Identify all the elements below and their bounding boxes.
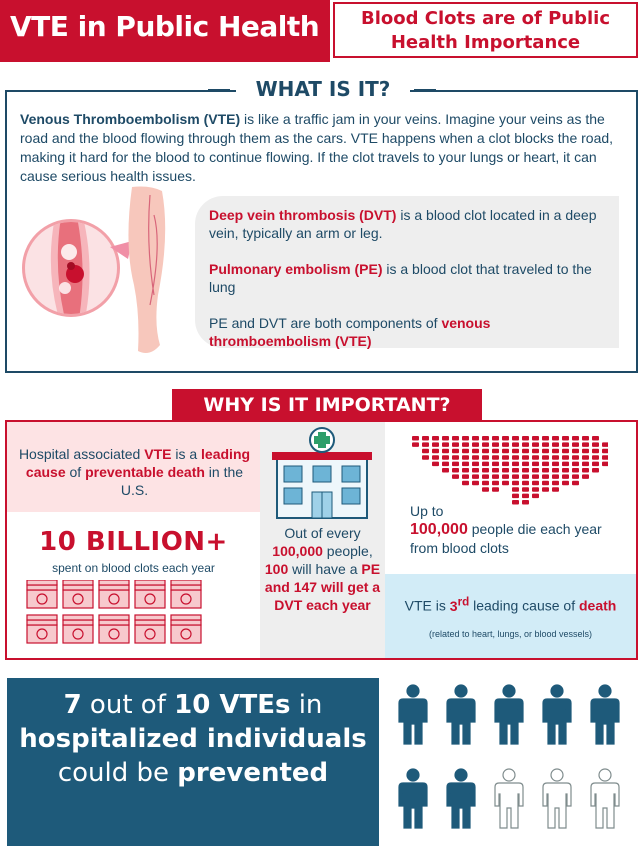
map-dot [482,455,489,460]
map-dot [542,449,549,454]
map-dot [592,455,599,460]
map-dot [512,494,519,499]
header [0,0,643,62]
map-dot [522,455,529,460]
map-dot [602,449,608,454]
map-dot [512,449,519,454]
st-t4: 100 [264,561,289,577]
header-title-banner [0,0,330,62]
map-dot [432,455,439,460]
person-filled-icon [543,685,571,744]
deaths-rest: people die each year from blood clots [410,521,602,556]
leg-icon [110,185,190,365]
map-dot [502,462,509,467]
subtitle-line2: Health Importance [390,32,581,53]
map-dot [522,474,529,479]
map-dot [462,436,469,441]
map-dot [552,442,559,447]
tc-t2-sup: rd [457,595,470,608]
map-dot [422,436,429,441]
deaths-number: 100,000 [410,521,468,538]
st-t10: DVT each year [274,597,371,613]
vte-full-term: venous thromboembolism (VTE) [209,315,491,349]
map-dot [502,481,509,486]
map-dot [472,455,479,460]
map-dot [532,481,539,486]
map-dot [502,449,509,454]
map-dot [492,487,499,492]
map-dot [532,474,539,479]
map-dot [422,455,429,460]
map-dot [572,481,579,486]
map-dot [452,468,459,473]
map-dot [562,462,569,467]
pv-p6: could be [57,758,178,788]
map-dot [452,474,459,479]
hc-t1: Hospital associated [18,446,145,462]
map-dot [592,436,599,441]
map-dot [462,474,469,479]
map-dot [482,487,489,492]
map-dot [512,474,519,479]
map-dot [482,449,489,454]
map-dot [472,436,479,441]
map-dot [562,436,569,441]
header-subtitle-box [333,2,638,58]
hc-t3: is a [171,446,202,462]
map-dot [532,494,539,499]
map-dot [452,462,459,467]
person-outline-icon [495,769,523,828]
tc-t3: leading cause of [469,597,579,614]
map-dot [462,481,469,486]
map-dot [572,462,579,467]
map-dot [442,442,449,447]
tc-t2-num: 3 [449,597,458,614]
map-dot [492,462,499,467]
map-dot [472,442,479,447]
map-dot [522,468,529,473]
map-dot [552,468,559,473]
pv-p5: hospitalized individuals [19,724,367,754]
person-outline-icon [591,769,619,828]
map-dot [522,462,529,467]
map-dot [542,462,549,467]
vein-clot-icon [25,222,117,314]
vte-intro-text [20,110,620,186]
person-filled-icon [447,685,475,744]
pe-def-text: is a blood clot that traveled to the lung [209,261,592,295]
st-t2: 100,000 [272,543,323,559]
st-t6: PE [361,561,381,577]
map-dot [582,468,589,473]
us-map-icon [408,434,608,506]
st-t9: will get a [317,579,381,595]
map-dot [552,436,559,441]
person-filled-icon [495,685,523,744]
map-dot [562,474,569,479]
map-dot [582,449,589,454]
map-dot [432,442,439,447]
map-dot [492,474,499,479]
st-t8: 147 [293,579,318,595]
map-dot [582,474,589,479]
pv-p7: prevented [177,758,329,788]
map-dot [552,449,559,454]
leg-illustration [110,185,190,365]
map-dot [522,494,529,499]
pv-p1: 7 [63,690,82,720]
third-cause-note: (related to heart, lungs, or blood vessels) [428,629,593,639]
map-dot [502,468,509,473]
map-dot [552,481,559,486]
cost-caption: spent on blood clots each year [52,561,215,575]
third-cause-cell [385,574,636,658]
person-outline-icon [543,769,571,828]
map-dot [552,487,559,492]
dvt-definition [209,206,609,242]
map-dot [532,442,539,447]
map-dot [432,436,439,441]
map-dot [472,481,479,486]
map-dot [482,462,489,467]
map-dot [582,436,589,441]
map-dot [412,442,419,447]
map-dot [442,462,449,467]
map-dot [492,436,499,441]
map-dot [472,449,479,454]
map-dot [432,449,439,454]
map-dot [602,462,608,467]
map-dot [552,462,559,467]
map-dot [542,487,549,492]
pv-p3: 10 VTEs [174,690,291,720]
hospital-illustration [272,426,372,521]
map-dot [602,455,608,460]
person-filled-icon [591,685,619,744]
map-dot [552,455,559,460]
map-dot [422,442,429,447]
map-dot [542,474,549,479]
map-dot [462,449,469,454]
money-stacks-illustration [25,580,245,650]
definitions-panel [195,196,619,348]
vte-components-note [209,314,609,350]
hospital-icon [272,426,372,521]
map-dot [472,474,479,479]
map-dot [462,462,469,467]
map-dot [542,436,549,441]
map-dot [512,481,519,486]
what-is-it-heading: WHAT IS IT? [255,77,391,101]
map-dot [532,436,539,441]
title-dash-right [414,89,436,91]
map-dot [572,442,579,447]
map-dot [512,442,519,447]
map-dot [442,449,449,454]
tc-t2 [449,595,470,614]
map-dot [572,474,579,479]
map-dot [522,449,529,454]
vte-intro-rest: is like a traffic jam in your veins. Imagine your veins as the road and the blood flowing through them as the cars. VTE happens when a clot blocks the road, making it hard for the blood to continue flowing. If the clot travels to your lungs or heart, it can cause serious health issues. [20,111,614,184]
person-filled-icon [399,769,427,828]
map-dot [562,468,569,473]
map-dot [462,468,469,473]
person-filled-icon [399,685,427,744]
map-dot [482,481,489,486]
map-dot [482,468,489,473]
map-dot [562,442,569,447]
pv-p2: out of [81,690,175,720]
st-t5: will have a [288,561,362,577]
map-dot [542,442,549,447]
money-icon [25,580,245,650]
map-dot [532,462,539,467]
subtitle-line1: Blood Clots are of Public [361,8,610,29]
map-dot [582,462,589,467]
map-dot [452,442,459,447]
cost-figure: 10 BILLION+ [39,527,228,557]
map-dot [522,487,529,492]
us-map-illustration [408,434,608,506]
map-dot [512,462,519,467]
dvt-def-text: is a blood clot located in a deep vein, typically an arm or leg. [209,207,597,241]
map-dot [522,481,529,486]
map-dot [592,442,599,447]
map-dot [532,468,539,473]
map-dot [452,449,459,454]
map-dot [572,455,579,460]
map-dot [472,462,479,467]
map-dot [592,468,599,473]
map-dot [462,455,469,460]
prevention-text [7,688,379,790]
map-dot [512,487,519,492]
hc-t2: VTE [144,446,172,462]
map-dot [492,455,499,460]
map-dot [592,449,599,454]
hc-t5: of [65,464,86,480]
map-dot [542,455,549,460]
map-dot [492,442,499,447]
map-dot [412,436,419,441]
map-dot [512,455,519,460]
map-dot [492,468,499,473]
map-dot [562,481,569,486]
pe-term: Pulmonary embolism (PE) [209,261,383,277]
map-dot [432,462,439,467]
map-dot [542,481,549,486]
map-dot [572,468,579,473]
dvt-term: Deep vein thrombosis (DVT) [209,207,397,223]
map-dot [532,449,539,454]
map-dot [502,474,509,479]
pv-p4: in [290,690,323,720]
why-important-heading: WHY IS IT IMPORTANT? [203,394,451,416]
map-dot [452,455,459,460]
what-is-it-heading-wrap [236,74,410,104]
people-pictogram [393,680,633,840]
map-dot [572,436,579,441]
map-dot [502,442,509,447]
hc-t4: leading cause [25,446,251,480]
incidence-text [262,524,383,614]
map-dot [522,436,529,441]
map-dot [442,455,449,460]
map-dot [602,442,608,447]
hospital-cause-text [17,445,252,499]
map-dot [452,436,459,441]
map-dot [442,468,449,473]
map-dot [442,436,449,441]
map-dot [582,442,589,447]
map-dot [462,442,469,447]
map-dot [502,455,509,460]
map-dot [562,455,569,460]
person-filled-icon [447,769,475,828]
both-text: PE and DVT are both components of [209,315,442,331]
map-dot [592,462,599,467]
hc-t7: in the U.S. [120,464,244,498]
map-dot [472,468,479,473]
hc-t6: preventable death [85,464,205,480]
map-dot [512,468,519,473]
st-t1: Out of every [284,525,361,541]
map-dot [542,468,549,473]
map-dot [572,449,579,454]
map-dot [482,442,489,447]
map-dot [492,481,499,486]
map-dot [532,455,539,460]
map-dot [582,455,589,460]
title-dash-left [208,89,230,91]
map-dot [422,449,429,454]
map-dot [532,487,539,492]
tc-t4: death [578,597,617,614]
map-dot [562,449,569,454]
st-t3: people, [322,543,373,559]
third-cause-text [385,593,636,615]
map-dot [492,449,499,454]
people-icons [393,680,633,840]
tc-t1: VTE is [404,597,450,614]
page-subtitle [335,7,636,55]
vein-clot-illustration [22,219,120,317]
page-title: VTE in Public Health [10,10,320,43]
deaths-upto: Up to [410,503,444,519]
pe-definition [209,260,609,296]
vte-term: Venous Thromboembolism (VTE) [20,111,241,127]
map-dot [552,474,559,479]
map-dot [482,436,489,441]
map-dot [482,474,489,479]
st-t7: and [264,579,294,595]
map-dot [512,436,519,441]
deaths-text [410,502,630,557]
map-dot [502,436,509,441]
map-dot [522,442,529,447]
